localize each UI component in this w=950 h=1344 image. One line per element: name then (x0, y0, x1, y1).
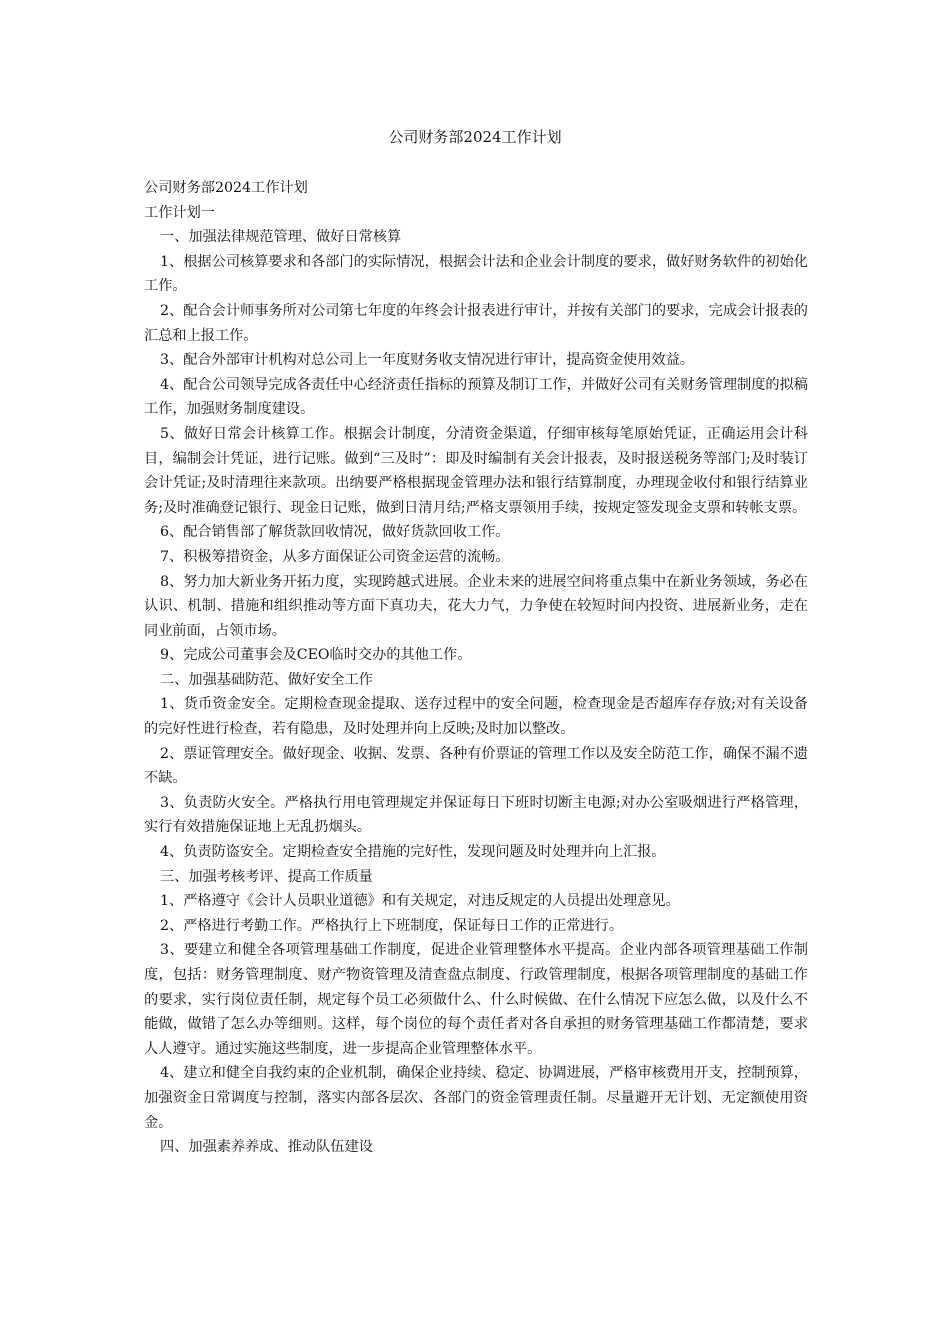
paragraph: 1、货币资金安全。定期检查现金提取、送存过程中的安全问题，检查现金是否超库存存放;对有关设备的完好性进行检查，若有隐患，及时处理并向上反映;及时加以整改。 (144, 696, 808, 738)
paragraph-plan-label: 工作计划一 (144, 204, 215, 221)
paragraph-doc-heading: 公司财务部2024工作计划 (144, 180, 308, 196)
paragraph: 9、完成公司董事会及CEO临时交办的其他工作。 (160, 647, 472, 664)
paragraph: 4、负责防盗安全。定期检查安全措施的完好性，发现问题及时处理并向上汇报。 (160, 844, 666, 861)
paragraph: 3、配合外部审计机构对总公司上一年度财务收支情况进行审计，提高资金使用效益。 (160, 352, 694, 369)
paragraph: 2、票证管理安全。做好现金、收据、发票、各种有价票证的管理工作以及安全防范工作，确保不漏不遗不缺。 (144, 745, 808, 787)
paragraph: 2、严格进行考勤工作。严格执行上下班制度，保证每日工作的正常进行。 (160, 917, 624, 934)
document-body (144, 176, 808, 1160)
section-heading-2: 二、加强基础防范、做好安全工作 (160, 671, 373, 688)
paragraph: 4、建立和健全自我约束的企业机制，确保企业持续、稳定、协调进展，严格审核费用开支，控制预算，加强资金日常调度与控制，落实内部各层次、各部门的资金管理责任制。尽量避开无计划、无定额使用资金。 (144, 1065, 808, 1131)
section-heading-3: 三、加强考核考评、提高工作质量 (160, 868, 373, 885)
paragraph: 3、要建立和健全各项管理基础工作制度，促进企业管理整体水平提高。企业内部各项管理基础工作制度，包括：财务管理制度、财产物资管理及清查盘点制度、行政管理制度，根据各项管理制度的基础工作的要求，实行岗位责任制，规定每个员工必须做什么、什么时候做、在什么情况下应怎么做，以及什么不能做，做错了怎么办等细则。这样，每个岗位的每个责任者对各自承担的财务管理基础工作都清楚，要求人人遵守。通过实施这些制度，进一步提高企业管理整体水平。 (144, 942, 808, 1057)
section-heading-4: 四、加强素养养成、推动队伍建设 (160, 1139, 373, 1156)
paragraph: 4、配合公司领导完成各责任中心经济责任指标的预算及制订工作，并做好公司有关财务管理制度的拟稿工作，加强财务制度建设。 (144, 376, 808, 418)
paragraph: 8、努力加大新业务开拓力度，实现跨越式进展。企业未来的进展空间将重点集中在新业务领域，务必在认识、机制、措施和组织推动等方面下真功夫，花大力气，力争使在较短时间内投资、进展新业务，走在同业前面，占领市场。 (144, 573, 808, 639)
paragraph: 3、负责防火安全。严格执行用电管理规定并保证每日下班时切断主电源;对办公室吸烟进行严格管理，实行有效措施保证地上无乱扔烟头。 (144, 794, 808, 836)
paragraph: 1、严格遵守《会计人员职业道德》和有关规定，对违反规定的人员提出处理意见。 (160, 893, 680, 910)
paragraph: 6、配合销售部了解货款回收情况，做好货款回收工作。 (160, 524, 510, 541)
section-heading-1: 一、加强法律规范管理、做好日常核算 (160, 229, 402, 246)
page-title: 公司财务部2024工作计划 (388, 128, 562, 146)
paragraph: 5、做好日常会计核算工作。根据会计制度，分清资金渠道，仔细审核每笔原始凭证，正确运用会计科目，编制会计凭证，进行记账。做到“三及时”：即及时编制有关会计报表，及时报送税务等部门;及时装订会计凭证;及时清理往来款项。出纳要严格根据现金管理办法和银行结算制度，办理现金收付和银行结算业务;及时准确登记银行、现金日记账，做到日清月结;严格支票领用手续，按规定签发现金支票和转帐支票。 (144, 425, 808, 516)
paragraph: 7、积极筹措资金，从多方面保证公司资金运营的流畅。 (160, 548, 510, 565)
paragraph: 2、配合会计师事务所对公司第七年度的年终会计报表进行审计，并按有关部门的要求，完成会计报表的汇总和上报工作。 (144, 302, 808, 344)
paragraph: 1、根据公司核算要求和各部门的实际情况，根据会计法和企业会计制度的要求，做好财务软件的初始化工作。 (144, 253, 808, 295)
